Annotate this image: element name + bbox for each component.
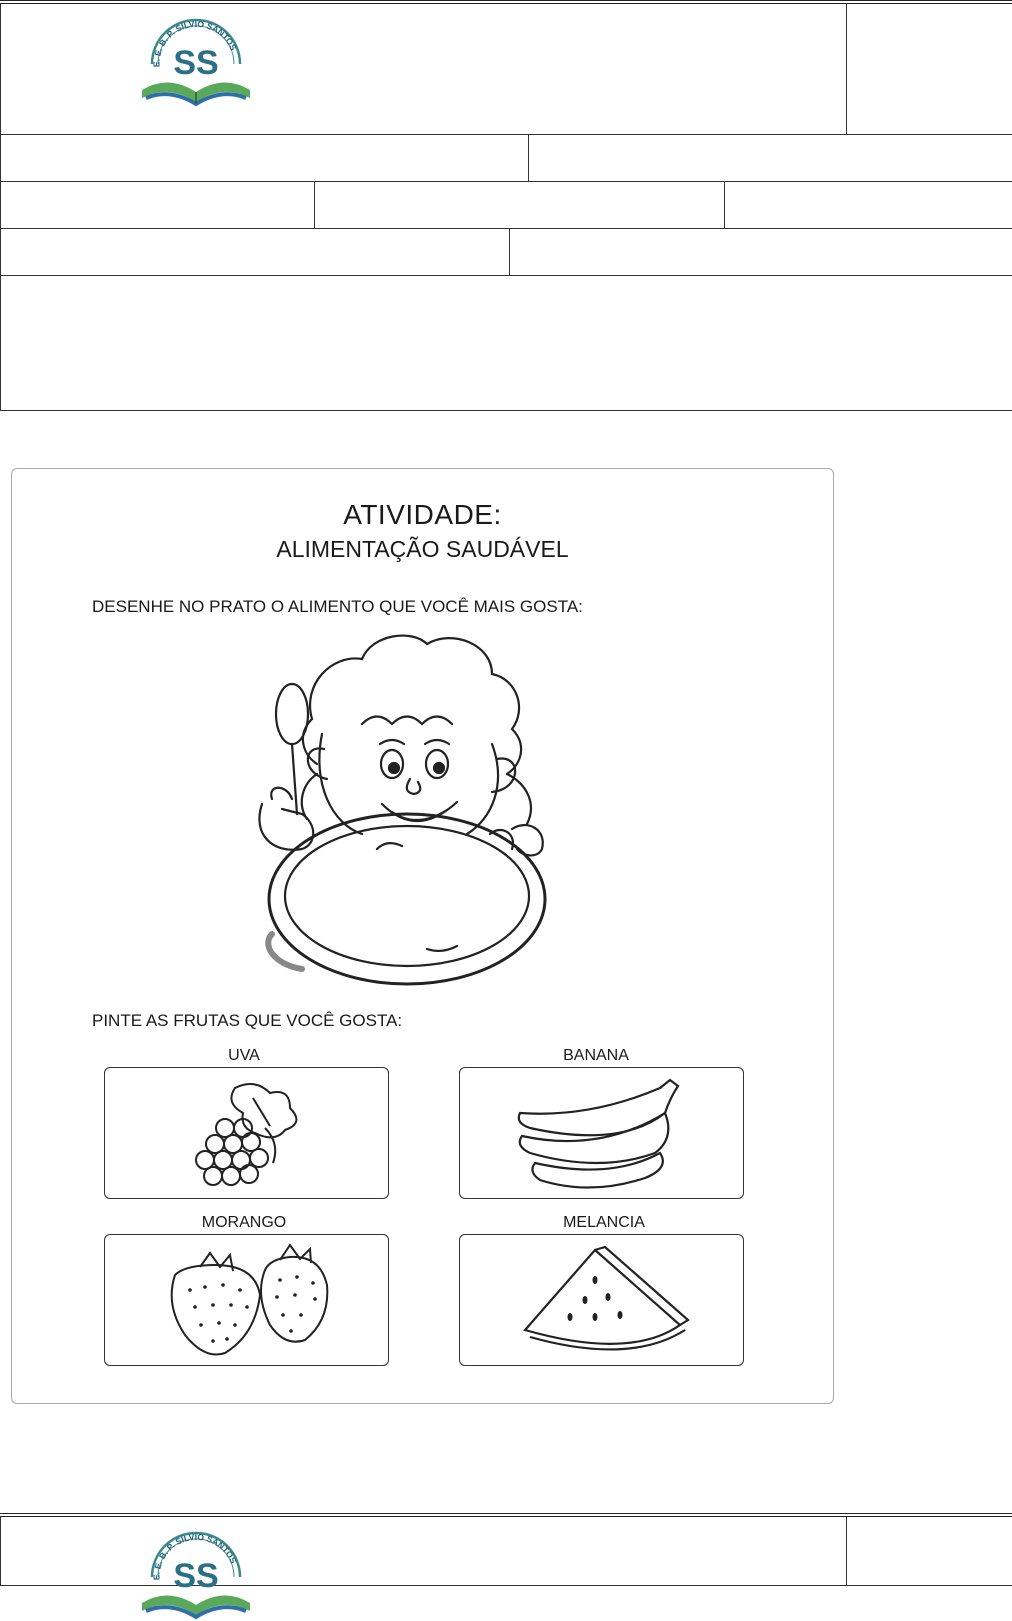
svg-text:E. E. B. P. SÍLVIO SANTOS: E. E. B. P. SÍLVIO SANTOS <box>151 1531 239 1581</box>
header-notes-row <box>0 276 1012 411</box>
activity-title: ATIVIDADE: <box>343 499 502 530</box>
grapes-icon <box>105 1068 388 1198</box>
header-row-3 <box>0 182 1012 229</box>
fruit-label-morango: MORANGO <box>201 1214 287 1231</box>
fruit-label-uva: UVA <box>228 1047 260 1064</box>
fruit-box-melancia[interactable] <box>459 1234 744 1366</box>
banana-icon <box>460 1068 743 1198</box>
school-logo-bottom <box>138 1525 254 1621</box>
svg-text:SS: SS <box>173 1557 219 1595</box>
fruit-box-morango[interactable] <box>104 1234 389 1366</box>
header-row-4 <box>0 229 1012 276</box>
svg-text:E. E. B. P. SÍLVIO SANTOS: E. E. B. P. SÍLVIO SANTOS <box>151 18 239 68</box>
fruit-box-banana[interactable] <box>459 1067 744 1199</box>
svg-text:SS: SS <box>173 44 219 82</box>
fruit-label-banana: BANANA <box>563 1047 629 1064</box>
activity-sheet <box>11 468 834 1404</box>
header-row-2 <box>0 135 1012 182</box>
instruction-draw: DESENHE NO PRATO O ALIMENTO QUE VOCÊ MAIS GOSTA: <box>92 597 583 616</box>
boy-with-plate-illustration <box>242 624 572 994</box>
fruit-box-uva[interactable] <box>104 1067 389 1199</box>
fruit-label-melancia: MELANCIA <box>563 1214 645 1231</box>
instruction-paint: PINTE AS FRUTAS QUE VOCÊ GOSTA: <box>92 1011 403 1030</box>
activity-subtitle: ALIMENTAÇÃO SAUDÁVEL <box>276 536 569 562</box>
watermelon-icon <box>460 1235 743 1365</box>
school-logo <box>138 12 254 108</box>
strawberry-icon <box>105 1235 388 1365</box>
